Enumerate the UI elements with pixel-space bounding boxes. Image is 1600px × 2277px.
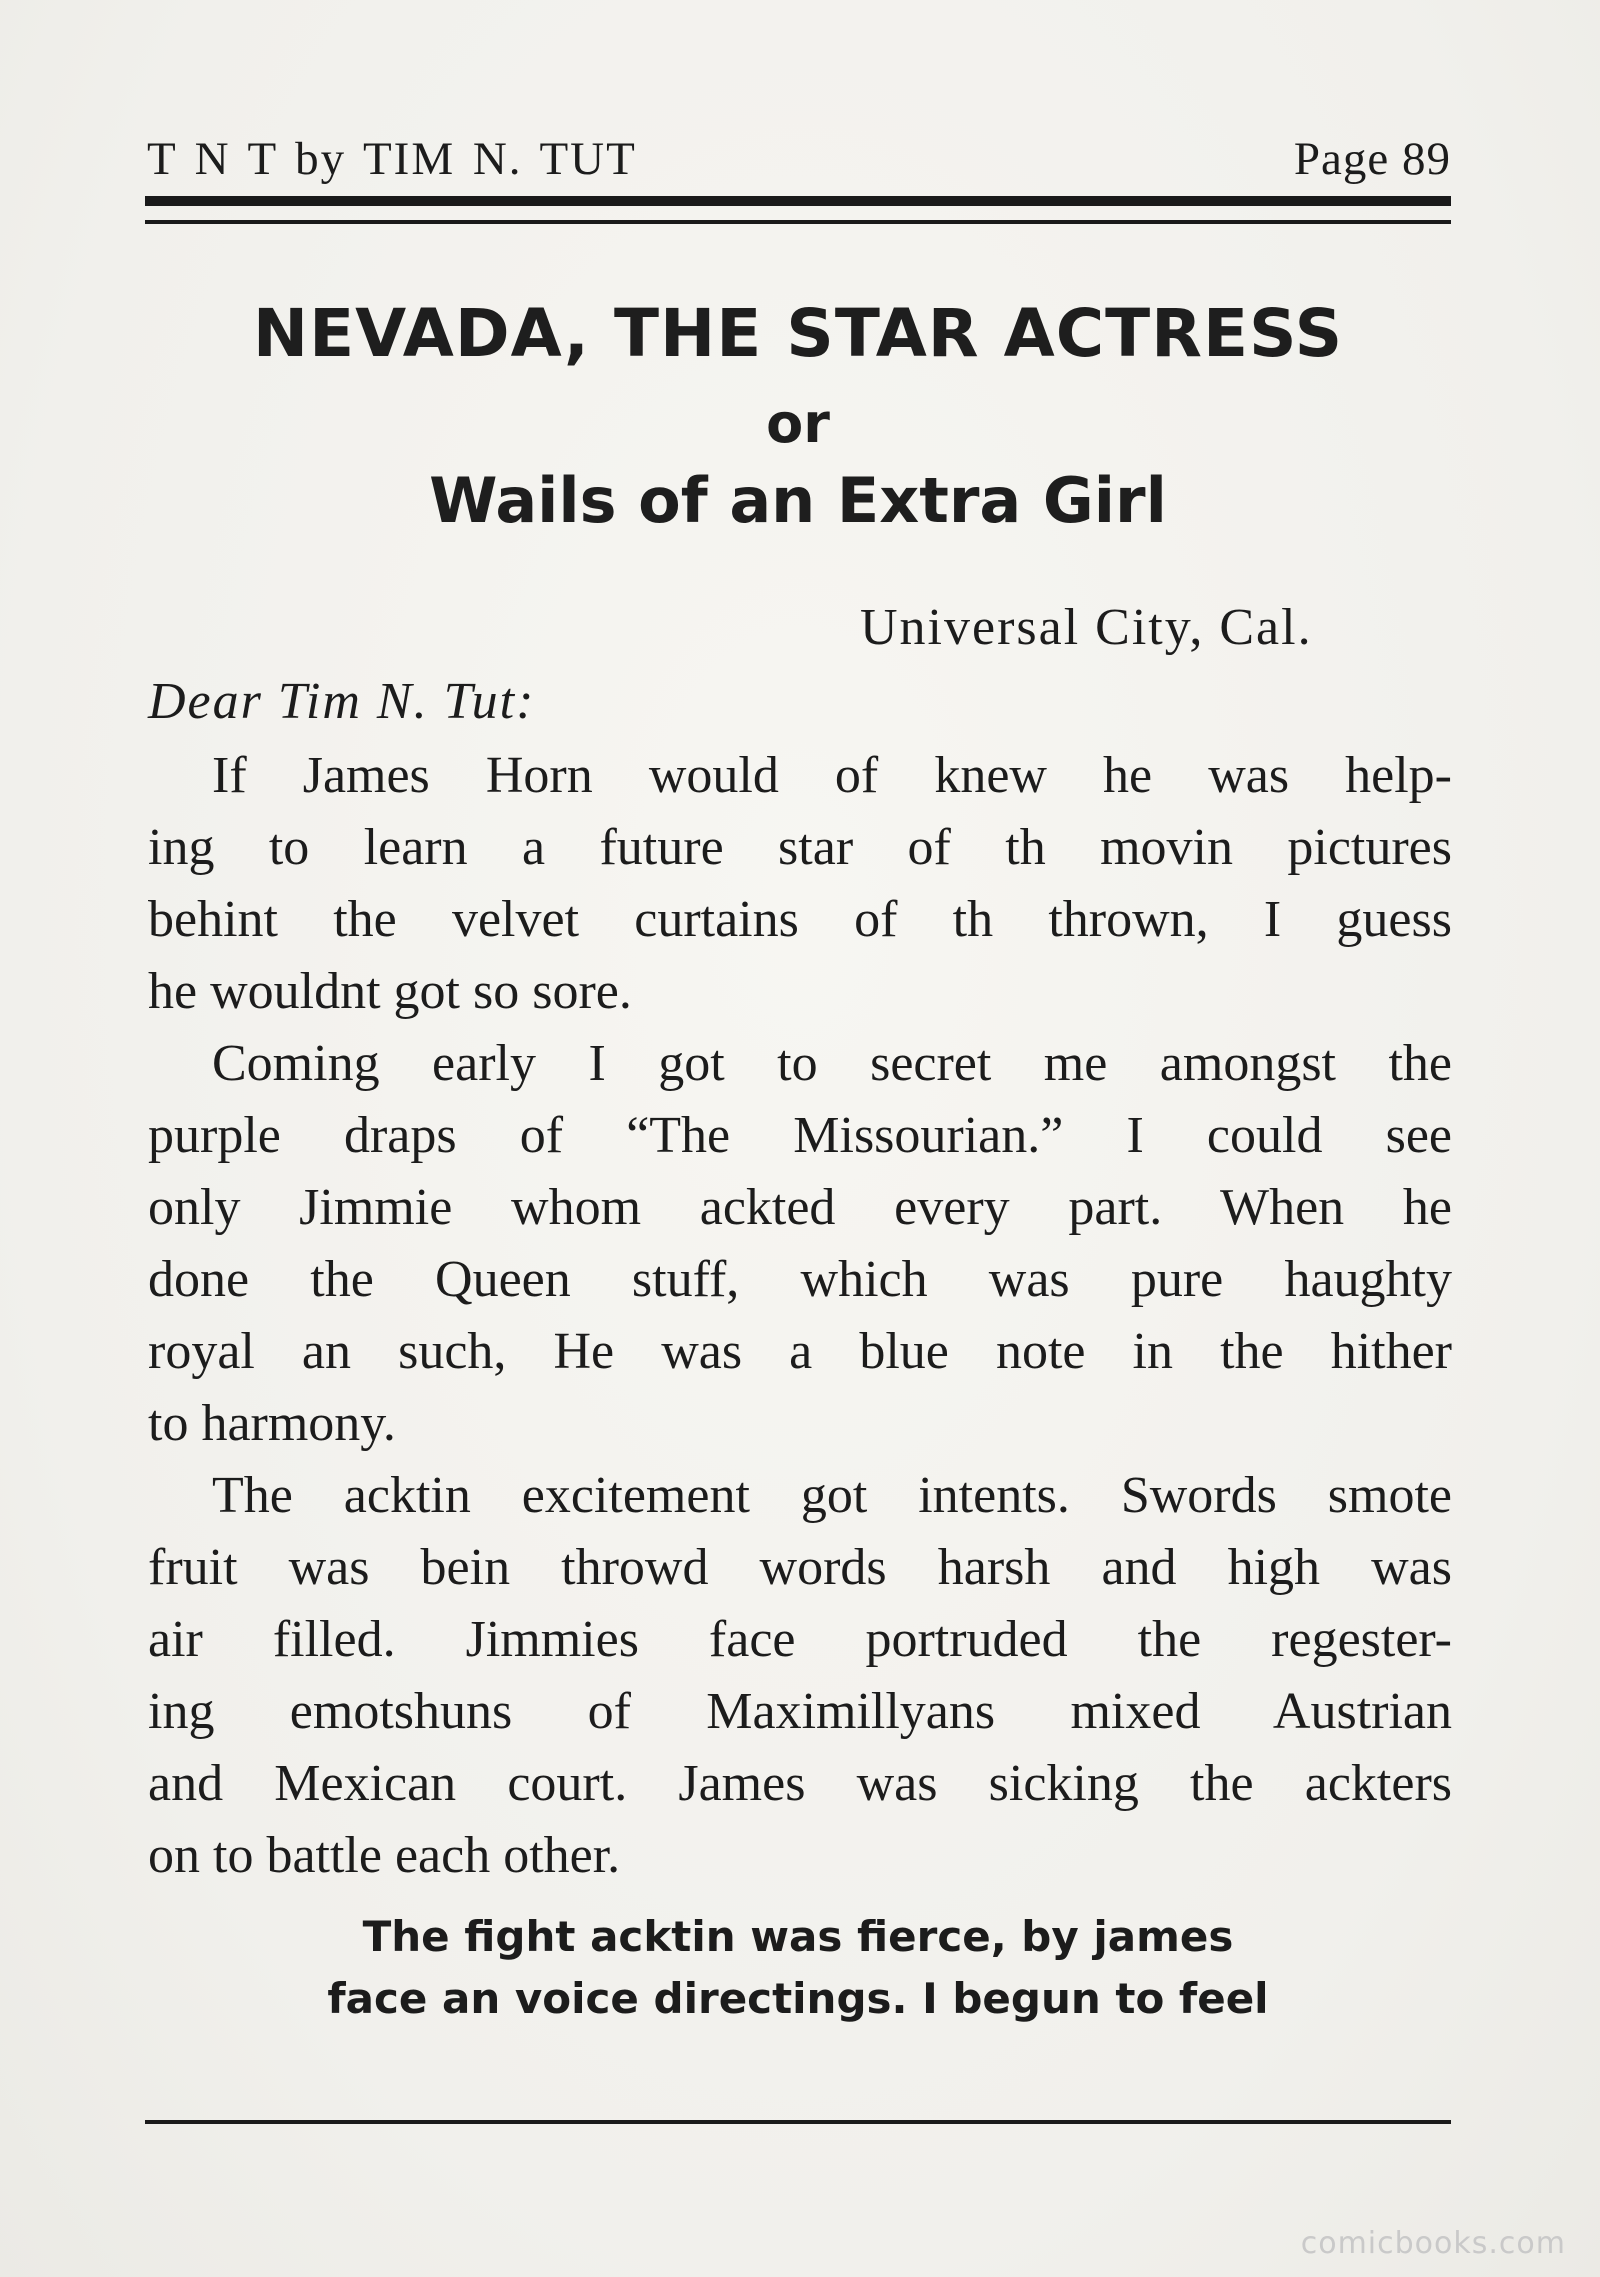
watermark: comicbooks.com [1300,2226,1566,2261]
letter-dateline: Universal City, Cal. [860,599,1313,656]
header-rule-thin [145,220,1451,224]
running-head [147,132,1451,192]
footer-rule [145,2120,1451,2124]
letter-line: behint the velvet curtains of th thrown, I guess [148,891,1452,948]
letter-line: ing to learn a future star of th movin pictures [148,819,1452,876]
story-subtitle: Wails of an Extra Girl [429,464,1167,537]
letter-line: air filled. Jimmies face portruded the regester- [148,1611,1452,1668]
letter-line: royal an such, He was a blue note in the hither [148,1323,1452,1380]
letter-line: on to battle each other. [148,1827,621,1884]
letter-line: to harmony. [148,1395,396,1452]
story-title-or: or [766,392,830,455]
letter-line: he wouldnt got so sore. [148,963,632,1020]
letter-salutation: Dear Tim N. Tut: [148,673,536,730]
letter-line: The acktin excitement got intents. Swords smote [212,1467,1452,1524]
header-rule-thick [145,196,1451,206]
letter-line: If James Horn would of knew he was help- [212,747,1452,804]
letter-line: ing emotshuns of Maximillyans mixed Austrian [148,1683,1452,1740]
closing-line: The fight acktin was fierce, by james [362,1912,1234,1961]
letter-line: done the Queen stuff, which was pure haughty [148,1251,1452,1308]
running-head-title: T N T by TIM N. TUT [147,133,637,185]
letter-line: fruit was bein throwd words harsh and high was [148,1539,1452,1596]
letter-line: Coming early I got to secret me amongst the [212,1035,1452,1092]
closing-line: face an voice directings. I begun to feel [327,1974,1269,2023]
letter-line: purple draps of “The Missourian.” I could see [148,1107,1452,1164]
letter-line: only Jimmie whom ackted every part. When he [148,1179,1452,1236]
story-title: NEVADA, THE STAR ACTRESS [252,295,1344,372]
letter-line: and Mexican court. James was sicking the ackters [148,1755,1452,1812]
page-number: Page 89 [1293,133,1451,185]
